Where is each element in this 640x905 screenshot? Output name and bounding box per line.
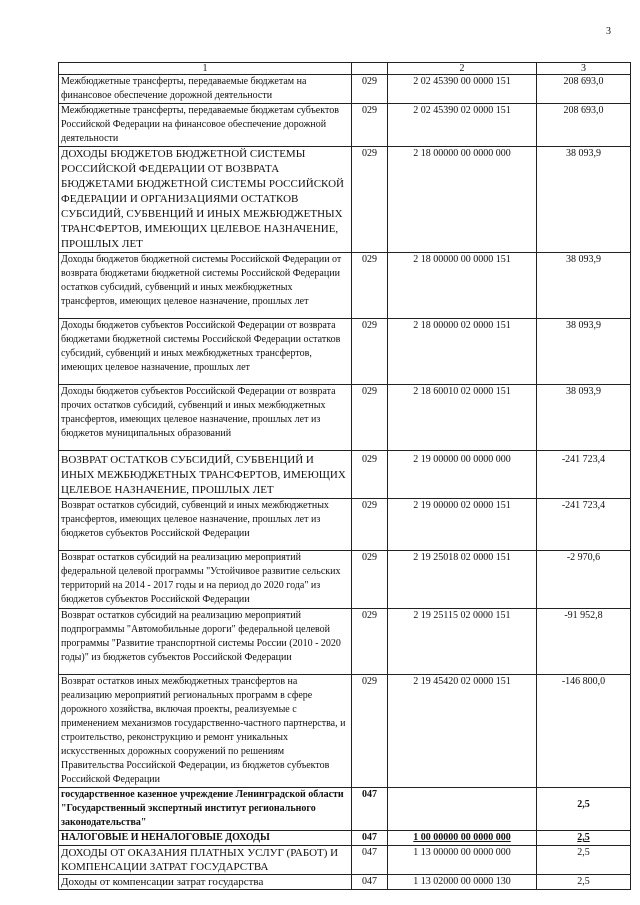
row-code: 2 19 25018 02 0000 151 [388,551,537,609]
row-code: 2 19 45420 02 0000 151 [388,675,537,788]
row-amount: 2,5 [537,831,631,846]
row-code: 2 18 60010 02 0000 151 [388,385,537,451]
table-header-row [59,63,631,75]
row-amount: 2,5 [537,875,631,890]
table-row [59,319,631,385]
header-col-blank [352,63,388,75]
row-code: 2 19 00000 00 0000 000 [388,451,537,499]
table-row [59,385,631,451]
table-row [59,788,631,831]
row-code: 1 13 00000 00 0000 000 [388,846,537,875]
table-row [59,846,631,875]
row-code: 2 02 45390 02 0000 151 [388,104,537,147]
header-col-2: 2 [388,63,537,75]
row-code: 1 13 02000 00 0000 130 [388,875,537,890]
row-name: государственное казенное учреждение Ленинградской области "Государственный экспертный институт регионального законодательства" [59,788,352,831]
row-amount: 208 693,0 [537,104,631,147]
row-admin: 029 [352,385,388,451]
row-amount: -241 723,4 [537,451,631,499]
row-amount: -241 723,4 [537,499,631,551]
row-name: Межбюджетные трансферты, передаваемые бюджетам субъектов Российской Федерации на финансовое обеспечение дорожной деятельности [59,104,352,147]
row-admin: 047 [352,846,388,875]
table-row [59,253,631,319]
header-col-1: 1 [59,63,352,75]
table-row [59,831,631,846]
row-admin: 029 [352,609,388,675]
revenue-table [58,62,631,890]
row-amount: -91 952,8 [537,609,631,675]
table-row [59,451,631,499]
page-number: 3 [606,26,611,37]
row-code: 2 18 00000 00 0000 000 [388,147,537,253]
row-code: 2 18 00000 02 0000 151 [388,319,537,385]
row-amount: 38 093,9 [537,147,631,253]
row-code: 2 02 45390 00 0000 151 [388,75,537,104]
row-admin: 047 [352,788,388,831]
row-admin: 029 [352,451,388,499]
row-admin: 029 [352,253,388,319]
row-amount: -146 800,0 [537,675,631,788]
row-name: Доходы бюджетов субъектов Российской Федерации от возврата прочих остатков субсидий, субвенций и иных межбюджетных трансфертов, имеющих целевое назначение, прошлых лет из бюджетов муниципальных образований [59,385,352,451]
row-admin: 047 [352,831,388,846]
row-name: НАЛОГОВЫЕ И НЕНАЛОГОВЫЕ ДОХОДЫ [59,831,352,846]
row-name: Межбюджетные трансферты, передаваемые бюджетам на финансовое обеспечение дорожной деятельности [59,75,352,104]
row-admin: 029 [352,675,388,788]
row-amount: 38 093,9 [537,319,631,385]
row-code: 2 19 00000 02 0000 151 [388,499,537,551]
table-row [59,609,631,675]
row-name: Возврат остатков иных межбюджетных трансфертов на реализацию мероприятий региональных программ в сфере дорожного хозяйства, включая проекты, реализуемые с применением механизмов государственно-частного партнерства, и строительство, реконструкцию и ремонт уникальных искусственных дорожных сооружений по решениям Правительства Российской Федерации, из бюджетов субъектов Российской Федерации [59,675,352,788]
row-amount: 208 693,0 [537,75,631,104]
row-name: Доходы бюджетов субъектов Российской Федерации от возврата бюджетами бюджетной системы Российской Федерации остатков субсидий, субвенций и иных межбюджетных трансфертов, имеющих целевое назначение, прошлых лет [59,319,352,385]
row-amount: 2,5 [537,846,631,875]
row-code: 2 18 00000 00 0000 151 [388,253,537,319]
row-name: Возврат остатков субсидий на реализацию мероприятий подпрограммы "Автомобильные дороги" федеральной целевой программы "Развитие транспортной системы России (2010 - 2020 годы)" из бюджетов субъектов Российской Федерации [59,609,352,675]
row-amount: 38 093,9 [537,385,631,451]
row-name: ДОХОДЫ БЮДЖЕТОВ БЮДЖЕТНОЙ СИСТЕМЫ РОССИЙСКОЙ ФЕДЕРАЦИИ ОТ ВОЗВРАТА БЮДЖЕТАМИ БЮДЖЕТНОЙ СИСТЕМЫ РОССИЙСКОЙ ФЕДЕРАЦИИ И ОРГАНИЗАЦИЯМИ ОСТАТКОВ СУБСИДИЙ, СУБВЕНЦИЙ И ИНЫХ МЕЖБЮДЖЕТНЫХ ТРАНСФЕРТОВ, ИМЕЮЩИХ ЦЕЛЕВОЕ НАЗНАЧЕНИЕ, ПРОШЛЫХ ЛЕТ [59,147,352,253]
row-code: 2 19 25115 02 0000 151 [388,609,537,675]
table-row [59,75,631,104]
row-code [388,788,537,831]
table-row [59,104,631,147]
row-name: ВОЗВРАТ ОСТАТКОВ СУБСИДИЙ, СУБВЕНЦИЙ И ИНЫХ МЕЖБЮДЖЕТНЫХ ТРАНСФЕРТОВ, ИМЕЮЩИХ ЦЕЛЕВОЕ НАЗНАЧЕНИЕ, ПРОШЛЫХ ЛЕТ [59,451,352,499]
row-name: Доходы бюджетов бюджетной системы Российской Федерации от возврата бюджетами бюджетной системы Российской Федерации остатков субсидий, субвенций и иных межбюджетных трансфертов, имеющих целевое назначение, прошлых лет [59,253,352,319]
row-name: ДОХОДЫ ОТ ОКАЗАНИЯ ПЛАТНЫХ УСЛУГ (РАБОТ) И КОМПЕНСАЦИИ ЗАТРАТ ГОСУДАРСТВА [59,846,352,875]
header-col-3: 3 [537,63,631,75]
row-name: Возврат остатков субсидий, субвенций и иных межбюджетных трансфертов, имеющих целевое назначение, прошлых лет из бюджетов субъектов Российской Федерации [59,499,352,551]
table-row [59,875,631,890]
row-admin: 047 [352,875,388,890]
row-amount: 2,5 [537,788,631,831]
row-name: Возврат остатков субсидий на реализацию мероприятий федеральной целевой программы "Устойчивое развитие сельских территорий на 2014 - 2017 годы и на период до 2020 года" из бюджетов субъектов Российской Федерации [59,551,352,609]
row-admin: 029 [352,551,388,609]
table-row [59,147,631,253]
row-name: Доходы от компенсации затрат государства [59,875,352,890]
row-amount: 38 093,9 [537,253,631,319]
table-row [59,675,631,788]
table-row [59,499,631,551]
row-code: 1 00 00000 00 0000 000 [388,831,537,846]
row-admin: 029 [352,319,388,385]
table-row [59,551,631,609]
row-admin: 029 [352,75,388,104]
row-admin: 029 [352,147,388,253]
row-amount: -2 970,6 [537,551,631,609]
row-admin: 029 [352,104,388,147]
row-admin: 029 [352,499,388,551]
